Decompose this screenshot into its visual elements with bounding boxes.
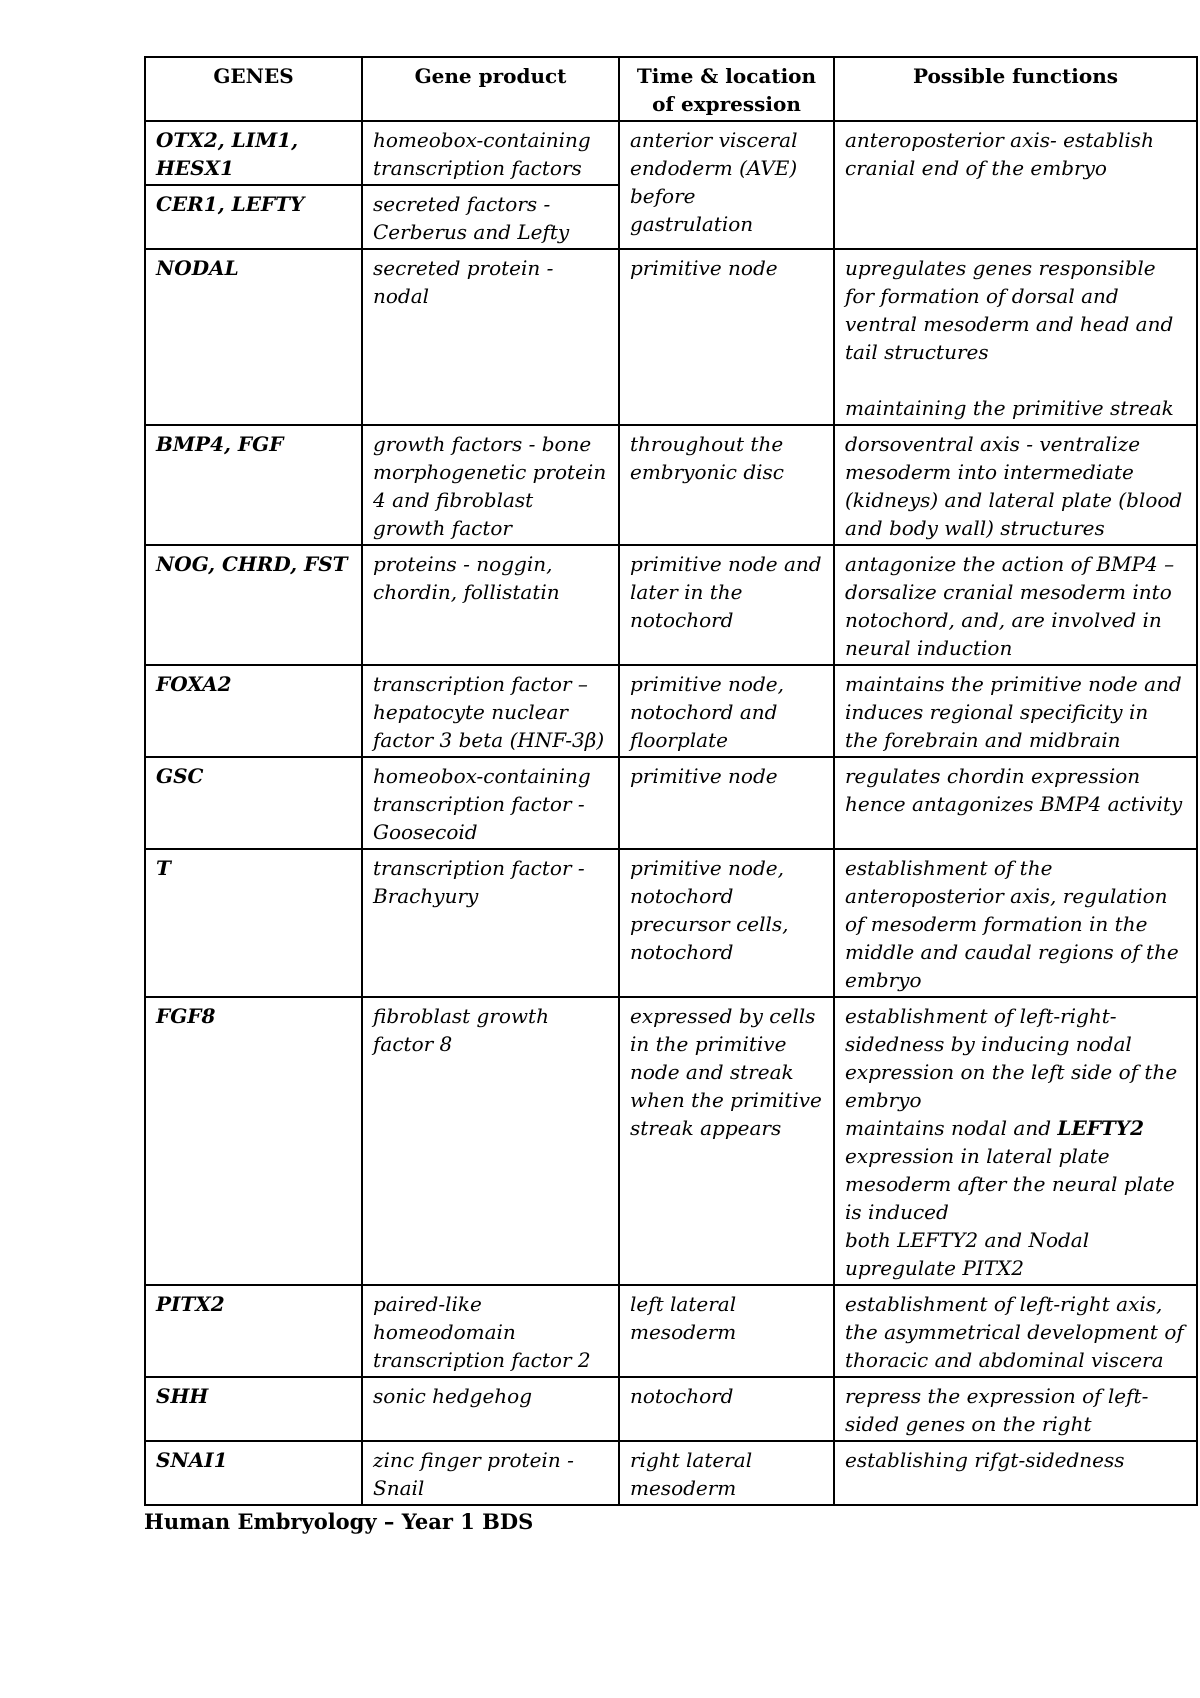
header-gene-product: Gene product [362, 57, 619, 121]
gene-cell: SNAI1 [145, 1441, 362, 1505]
function-cell: establishment of the anteroposterior axis, regulation of mesoderm formation in the middle and caudal regions of the embryo [834, 849, 1197, 997]
location-cell: right lateral mesoderm [619, 1441, 834, 1505]
footer-caption: Human Embryology – Year 1 BDS [144, 1509, 534, 1534]
product-cell: secreted protein - nodal [362, 249, 619, 425]
function-cell: repress the expression of left-sided genes on the right [834, 1377, 1197, 1441]
product-cell: secreted factors -Cerberus and Lefty [362, 185, 619, 249]
function-text-pre: maintains nodal and [845, 1116, 1058, 1140]
gene-cell: SHH [145, 1377, 362, 1441]
function-cell: establishment of left-right axis, the asymmetrical development of thoracic and abdominal viscera [834, 1285, 1197, 1377]
gene-mention: LEFTY2 [1057, 1116, 1144, 1140]
gene-table [144, 56, 1198, 1506]
function-text [845, 1114, 1186, 1226]
header-genes: GENES [145, 57, 362, 121]
function-cell: regulates chordin expression hence antagonizes BMP4 activity [834, 757, 1197, 849]
function-cell: antagonize the action of BMP4 – dorsalize cranial mesoderm into notochord, and, are involved in neural induction [834, 545, 1197, 665]
location-cell: left lateral mesoderm [619, 1285, 834, 1377]
product-cell: growth factors - bone morphogenetic protein 4 and fibroblast growth factor [362, 425, 619, 545]
table-row [145, 1377, 1197, 1441]
table-row [145, 997, 1197, 1285]
gene-cell: CER1, LEFTY [145, 185, 362, 249]
table-row [145, 849, 1197, 997]
location-cell: primitive node, notochord precursor cells, notochord [619, 849, 834, 997]
location-cell: anterior visceral endoderm (AVE) before gastrulation [619, 121, 834, 249]
table-header-row [145, 57, 1197, 121]
product-cell: transcription factor – hepatocyte nuclear factor 3 beta (HNF-3β) [362, 665, 619, 757]
location-cell: primitive node [619, 757, 834, 849]
function-cell: dorsoventral axis - ventralize mesoderm into intermediate (kidneys) and lateral plate (blood and body wall) structures [834, 425, 1197, 545]
product-cell: homeobox-containing transcription factor - Goosecoid [362, 757, 619, 849]
function-text-post: expression in lateral plate mesoderm after the neural plate is induced [845, 1144, 1175, 1224]
product-cell: homeobox-containing transcription factors [362, 121, 619, 185]
gene-cell: GSC [145, 757, 362, 849]
location-cell: primitive node [619, 249, 834, 425]
gene-cell: FGF8 [145, 997, 362, 1285]
location-cell: throughout the embryonic disc [619, 425, 834, 545]
table-row [145, 1285, 1197, 1377]
gene-cell: PITX2 [145, 1285, 362, 1377]
function-cell [834, 997, 1197, 1285]
header-time-location: Time & location of expression [619, 57, 834, 121]
gene-cell: OTX2, LIM1, HESX1 [145, 121, 362, 185]
function-cell: anteroposterior axis- establish cranial end of the embryo [834, 121, 1197, 249]
product-cell: transcription factor - Brachyury [362, 849, 619, 997]
product-cell: fibroblast growth factor 8 [362, 997, 619, 1285]
product-cell: proteins - noggin, chordin, follistatin [362, 545, 619, 665]
function-cell [834, 249, 1197, 425]
function-cell: establishing rifgt-sidedness [834, 1441, 1197, 1505]
function-text: maintaining the primitive streak [845, 396, 1174, 420]
table-row [145, 249, 1197, 425]
table-row [145, 757, 1197, 849]
table-row [145, 665, 1197, 757]
gene-cell: T [145, 849, 362, 997]
function-cell: maintains the primitive node and induces regional specificity in the forebrain and midbrain [834, 665, 1197, 757]
gene-cell: NODAL [145, 249, 362, 425]
product-cell: sonic hedgehog [362, 1377, 619, 1441]
gene-cell: FOXA2 [145, 665, 362, 757]
gene-cell: NOG, CHRD, FST [145, 545, 362, 665]
gene-cell: BMP4, FGF [145, 425, 362, 545]
table-row [145, 425, 1197, 545]
location-cell: expressed by cells in the primitive node and streak when the primitive streak appears [619, 997, 834, 1285]
table-row [145, 545, 1197, 665]
location-cell: primitive node and later in the notochord [619, 545, 834, 665]
document-page [144, 56, 1196, 1536]
table-row [145, 1441, 1197, 1505]
product-cell: paired-like homeodomain transcription factor 2 [362, 1285, 619, 1377]
paragraph-gap [845, 366, 1186, 394]
location-cell: primitive node, notochord and floorplate [619, 665, 834, 757]
function-text: upregulates genes responsible for formation of dorsal and ventral mesoderm and head and tail structures [845, 256, 1174, 364]
product-cell: zinc finger protein - Snail [362, 1441, 619, 1505]
function-text: establishment of left-right-sidedness by inducing nodal expression on the left side of the embryo [845, 1004, 1178, 1112]
location-cell: notochord [619, 1377, 834, 1441]
table-row [145, 121, 1197, 185]
function-text: both LEFTY2 and Nodal upregulate PITX2 [845, 1228, 1090, 1280]
header-possible-functions: Possible functions [834, 57, 1197, 121]
